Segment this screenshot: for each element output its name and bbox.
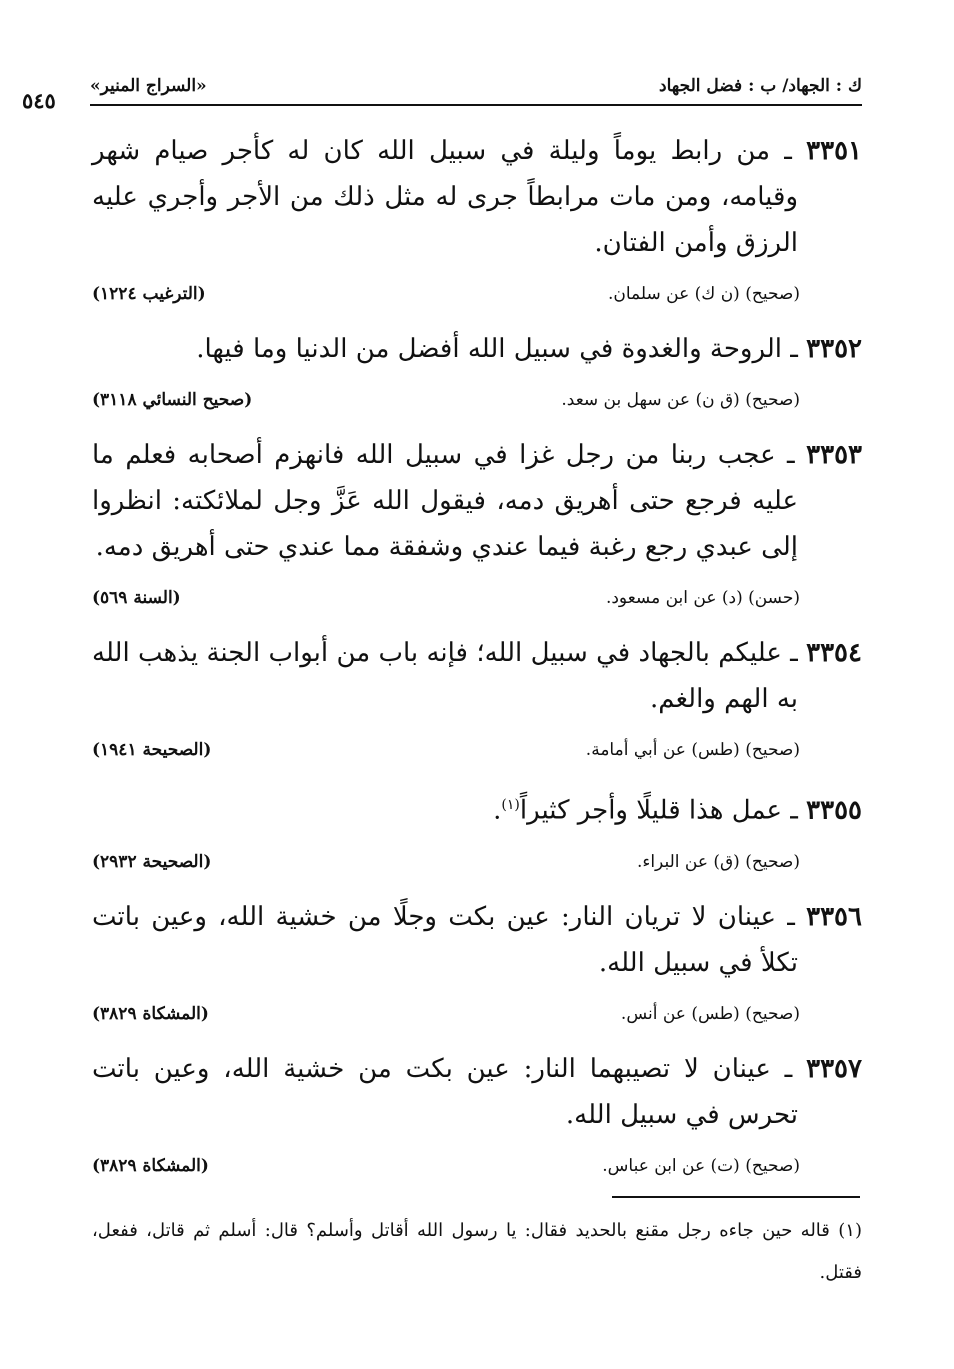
- hadith-grade-source: (صحيح) (ن ك) عن سلمان.: [607, 284, 800, 304]
- hadith-text: ٣٣٥٦ ـ عينان لا تريان النار: عين بكت وجلًا من خشية الله، وعين باتت تكلأ في سبيل الله.: [92, 901, 862, 978]
- hadith-number: ٣٣٥٣: [806, 440, 862, 470]
- hadith-text: ٣٣٥٤ ـ عليكم بالجهاد في سبيل الله؛ فإنه باب من أبواب الجنة يذهب الله به الهم والغم.: [92, 638, 862, 714]
- hadith-body: عينان لا تريان النار: عين بكت وجلًا من خشية الله، وعين باتت تكلأ في سبيل الله.: [92, 901, 798, 978]
- hadith-number: ٣٣٥٤: [806, 638, 862, 668]
- hadith-text: ٣٣٥٣ ـ عجب ربنا من رجل غزا في سبيل الله فانهزم أصحابه فعلم ما عليه فرجع حتى أهريق دمه، فيقول الله عَزَّ وجل لملائكته: انظروا إلى عبدي رجع رغبة فيما عندي وشفقة مما عندي حتى أهريق دمه.: [92, 440, 862, 562]
- hadith-item: [92, 1046, 862, 1184]
- hadith-grade-source: (صحيح) (طس) عن أنس.: [620, 1003, 800, 1024]
- hadith-text: ٣٣٥١ ـ من رابط يوماً وليلة في سبيل الله كان له كأجر صيام شهر وقيامه، ومن مات مرابطاً جرى له مثل ذلك من الأجر وأجري عليه الرزق وأمن الفتان.: [92, 136, 862, 258]
- footnote-reference[interactable]: (١): [501, 797, 520, 813]
- hadith-number: ٣٣٥٧: [806, 1053, 862, 1084]
- hadith-reference: (المشكاة ٣٨٢٩): [92, 1003, 209, 1024]
- hadith-item: [92, 326, 862, 418]
- hadith-grade-source: (صحيح) (ق) عن البراء.: [636, 851, 800, 872]
- hadith-item: [92, 894, 862, 1032]
- hadith-meta: [92, 384, 862, 418]
- hadith-list: [92, 128, 862, 1198]
- footnote-mark: (١): [838, 1220, 862, 1241]
- hadith-number: ٣٣٥٥: [806, 795, 862, 826]
- hadith-meta: [92, 734, 862, 768]
- hadith-meta: [92, 998, 862, 1032]
- hadith-meta: [92, 278, 862, 312]
- hadith-body: عمل هذا قليلًا وأجر كثيراً: [519, 795, 782, 826]
- hadith-reference: (الترغيب ١٢٢٤): [92, 284, 206, 304]
- book-title: «السراج المنير»: [90, 76, 207, 96]
- hadith-reference: (السنة ٥٦٩): [92, 588, 181, 608]
- footnote-text: قاله حين جاءه رجل مقنع بالحديد فقال: يا رسول الله أقاتل وأسلم؟ قال: أسلم ثم قاتل، ففعل، فقتل.: [92, 1220, 862, 1283]
- running-header: [90, 72, 862, 106]
- hadith-number: ٣٣٥٦: [806, 901, 862, 932]
- hadith-meta: [92, 582, 862, 616]
- hadith-number: ٣٣٥١: [806, 136, 862, 166]
- hadith-text: ٣٣٥٥ ـ عمل هذا قليلًا وأجر كثيراً$^{(١)}$.: [493, 795, 862, 826]
- hadith-number: ٣٣٥٢: [806, 334, 862, 364]
- hadith-grade-source: (صحيح) (ق ن) عن سهل بن سعد.: [561, 390, 800, 410]
- hadith-reference: (صحيح النسائي ٣١١٨): [92, 390, 253, 410]
- hadith-reference: (الصحيحة ٢٩٣٢): [92, 851, 212, 872]
- chapter-title: ك : الجهاد/ ب : فضل الجهاد: [659, 76, 862, 96]
- footnote-divider: [612, 1196, 860, 1198]
- hadith-body: عليكم بالجهاد في سبيل الله؛ فإنه باب من أبواب الجنة يذهب الله به الهم والغم.: [92, 638, 798, 714]
- hadith-text: ٣٣٥٧ ـ عينان لا تصيبهما النار: عين بكت من خشية الله، وعين باتت تحرس في سبيل الله.: [92, 1053, 862, 1130]
- hadith-reference: (الصحيحة ١٩٤١): [92, 740, 212, 760]
- hadith-text: ٣٣٥٢ ـ الروحة والغدوة في سبيل الله أفضل من الدنيا وما فيها.: [196, 334, 862, 364]
- hadith-item: [92, 630, 862, 768]
- hadith-reference: (المشكاة ٣٨٢٩): [92, 1155, 209, 1176]
- hadith-body: الروحة والغدوة في سبيل الله أفضل من الدنيا وما فيها.: [196, 334, 782, 364]
- page-number: ٥٤٥: [22, 88, 56, 113]
- hadith-item: [92, 128, 862, 312]
- hadith-grade-source: (صحيح) (طس) عن أبي أمامة.: [585, 740, 800, 760]
- hadith-grade-source: (صحيح) (ت) عن ابن عباس.: [602, 1155, 800, 1176]
- hadith-item: [92, 432, 862, 616]
- header-divider: [90, 104, 862, 106]
- hadith-body: عينان لا تصيبهما النار: عين بكت من خشية الله، وعين باتت تحرس في سبيل الله.: [92, 1053, 798, 1130]
- hadith-item: [92, 782, 862, 880]
- hadith-grade-source: (حسن) (د) عن ابن مسعود.: [605, 588, 800, 608]
- hadith-body: عجب ربنا من رجل غزا في سبيل الله فانهزم أصحابه فعلم ما عليه فرجع حتى أهريق دمه، فيقول الله عَزَّ وجل لملائكته: انظروا إلى عبدي رجع رغبة فيما عندي وشفقة مما عندي حتى أهريق دمه.: [92, 440, 798, 562]
- footnote: [92, 1210, 862, 1294]
- hadith-body: من رابط يوماً وليلة في سبيل الله كان له كأجر صيام شهر وقيامه، ومن مات مرابطاً جرى له مثل ذلك من الأجر وأجري عليه الرزق وأمن الفتان.: [92, 136, 798, 258]
- hadith-meta: [92, 846, 862, 880]
- hadith-meta: [92, 1150, 862, 1184]
